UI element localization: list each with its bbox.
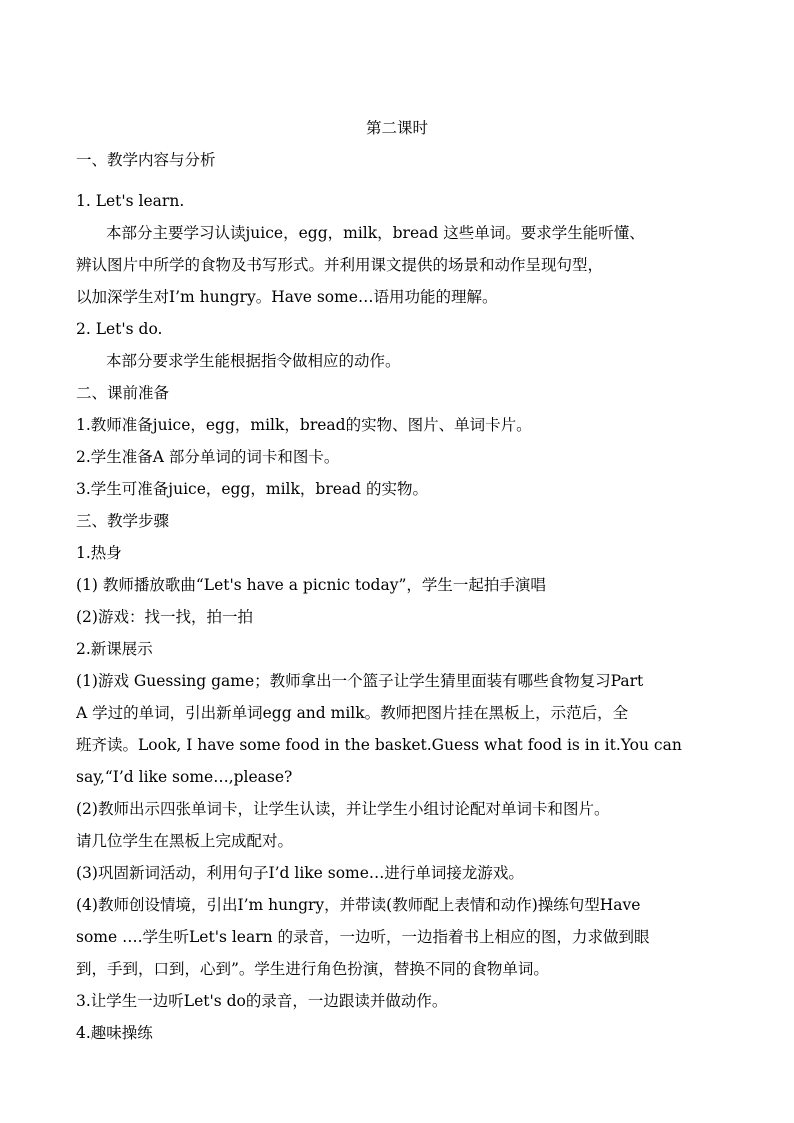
section-heading-preparation: 二、课前准备 <box>76 384 170 402</box>
subheading-lets-learn: 1. Let's learn. <box>76 192 185 210</box>
paragraph-line: say,“I’d like some…,please? <box>76 768 293 786</box>
paragraph-line: 本部分主要学习认读juice，egg，milk，bread 这些单词。要求学生能听懂、 <box>106 224 645 242</box>
paragraph-line: 到，手到，口到，心到”。学生进行角色扮演，替换不同的食物单词。 <box>76 960 549 978</box>
paragraph-line: (2)教师出示四张单词卡，让学生认读，并让学生小组讨论配对单词卡和图片。 <box>76 800 610 818</box>
paragraph-line: (4)教师创设情境，引出I’m hungry，并带读(教师配上表情和动作)操练句型Have <box>76 896 641 914</box>
paragraph-line: some ….学生听Let's learn 的录音，一边听，一边指着书上相应的图，力求做到眼 <box>76 928 650 946</box>
paragraph-line: 班齐读。Look, I have some food in the basket.Guess what food is in it.You can <box>76 736 682 754</box>
paragraph-line: 请几位学生在黑板上完成配对。 <box>76 832 294 850</box>
list-item: 3.学生可准备juice，egg，milk，bread 的实物。 <box>76 480 429 498</box>
list-item: 2.学生准备A 部分单词的词卡和图卡。 <box>76 448 340 466</box>
list-item: 1.教师准备juice，egg，milk，bread的实物、图片、单词卡片。 <box>76 416 532 434</box>
lesson-title: 第二课时 <box>365 119 428 137</box>
section-heading-steps: 三、教学步骤 <box>76 512 170 530</box>
step-heading: 1.热身 <box>76 544 122 562</box>
list-item: (2)游戏：找一找，拍一拍 <box>76 608 253 626</box>
section-heading-content: 一、教学内容与分析 <box>76 151 216 169</box>
paragraph-line: 以加深学生对I’m hungry。Have some…语用功能的理解。 <box>76 288 498 306</box>
paragraph-line: A 学过的单词，引出新单词egg and milk。教师把图片挂在黑板上，示范后，全 <box>76 704 629 722</box>
subheading-lets-do: 2. Let's do. <box>76 320 163 338</box>
list-item: 3.让学生一边听Let's do的录音，一边跟读并做动作。 <box>76 992 448 1010</box>
paragraph-line: (1)游戏 Guessing game；教师拿出一个篮子让学生猜里面装有哪些食物复习Part <box>76 672 644 690</box>
paragraph-line: (3)巩固新词活动，利用句子I’d like some…进行单词接龙游戏。 <box>76 864 524 882</box>
paragraph-line: 本部分要求学生能根据指令做相应的动作。 <box>106 352 401 370</box>
step-heading: 4.趣味操练 <box>76 1024 153 1042</box>
step-heading: 2.新课展示 <box>76 640 153 658</box>
list-item: (1) 教师播放歌曲“Let's have a picnic today”，学生一起拍手演唱 <box>76 576 546 594</box>
paragraph-line: 辨认图片中所学的食物及书写形式。并利用课文提供的场景和动作呈现句型， <box>76 256 604 274</box>
